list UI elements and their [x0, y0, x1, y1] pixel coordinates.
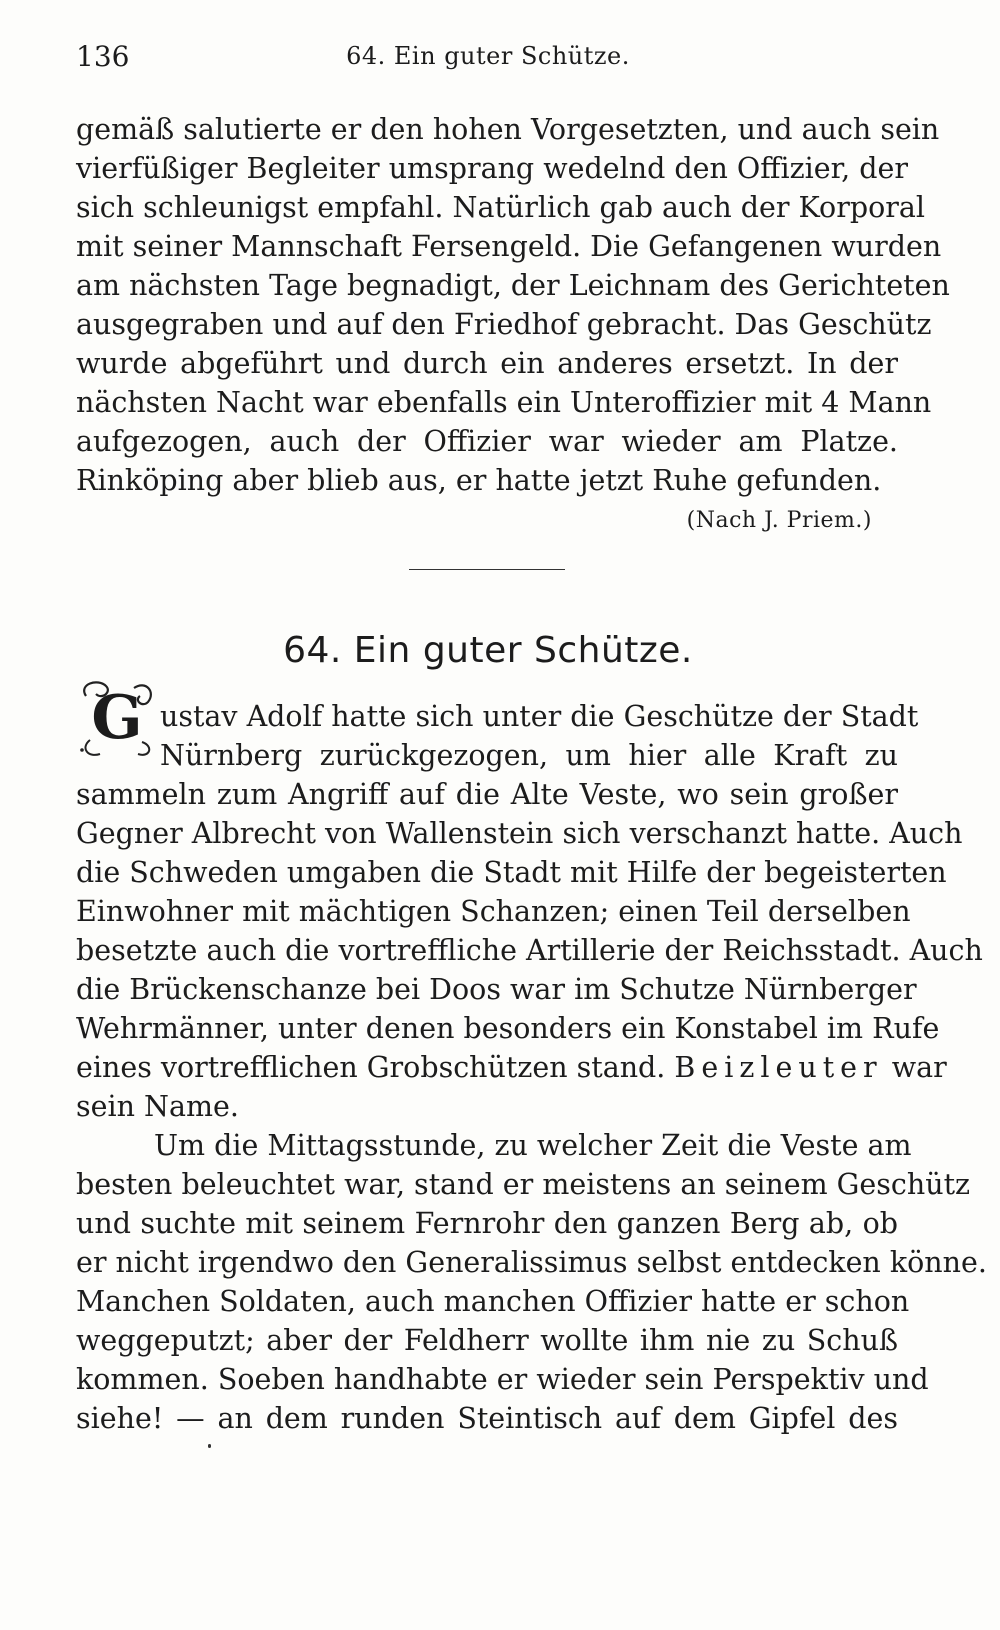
story-text: [76, 697, 987, 1438]
text-line: Wehrmänner, unter denen besonders ein Konstabel im Rufe: [76, 1012, 940, 1045]
text-line: ustav Adolf hatte sich unter die Geschütze der Stadt: [160, 700, 919, 733]
running-head: [76, 40, 900, 80]
text-run: eines vortrefflichen Grobschützen stand.: [76, 1051, 666, 1084]
ink-speck: [208, 1444, 211, 1448]
section-separator: [409, 569, 565, 570]
page-number: 136: [76, 40, 130, 73]
text-line: siehe! — an dem runden Steintisch auf dem Gipfel des: [76, 1402, 898, 1435]
text-line: besten beleuchtet war, stand er meistens an seinem Geschütz: [76, 1168, 971, 1201]
text-run: war: [891, 1051, 947, 1084]
story-continuation: [76, 110, 950, 500]
text-line: kommen. Soeben handhabte er wieder sein Perspektiv und: [76, 1363, 929, 1396]
text-line: vierfüßiger Begleiter umsprang wedelnd den Offizier, der: [76, 152, 908, 185]
attribution: (Nach J. Priem.): [686, 508, 872, 533]
text-line: mit seiner Mannschaft Fersengeld. Die Gefangenen wurden: [76, 230, 942, 263]
text-line: sein Name.: [76, 1090, 239, 1123]
text-line: Nürnberg zurückgezogen, um hier alle Kraft zu: [160, 739, 898, 772]
text-line: am nächsten Tage begnadigt, der Leichnam des Gerichteten: [76, 269, 950, 302]
text-line: Manchen Soldaten, auch manchen Offizier hatte er schon: [76, 1285, 910, 1318]
spaced-name: Beizleuter: [674, 1051, 883, 1084]
text-line: ausgegraben und auf den Friedhof gebracht. Das Geschütz: [76, 308, 932, 341]
text-line: nächsten Nacht war ebenfalls ein Unteroffizier mit 4 Mann: [76, 386, 932, 419]
text-line: sich schleunigst empfahl. Natürlich gab auch der Korporal: [76, 191, 925, 224]
text-line: Um die Mittagsstunde, zu welcher Zeit die Veste am: [154, 1129, 912, 1162]
text-line: Rinköping aber blieb aus, er hatte jetzt Ruhe gefunden.: [76, 464, 882, 497]
drop-cap-letter: G: [91, 683, 143, 753]
text-line: gemäß salutierte er den hohen Vorgesetzten, und auch sein: [76, 113, 940, 146]
text-line: die Schweden umgaben die Stadt mit Hilfe der begeisterten: [76, 856, 947, 889]
text-line: er nicht irgendwo den Generalissimus selbst entdecken könne.: [76, 1246, 987, 1279]
text-line: und suchte mit seinem Fernrohr den ganzen Berg ab, ob: [76, 1207, 898, 1240]
text-line: aufgezogen, auch der Offizier war wieder am Platze.: [76, 425, 898, 458]
text-line: [76, 1048, 947, 1087]
chapter-heading: 64. Ein guter Schütze.: [283, 630, 693, 671]
text-line: sammeln zum Angriff auf die Alte Veste, wo sein großer: [76, 778, 898, 811]
text-line: Gegner Albrecht von Wallenstein sich verschanzt hatte. Auch: [76, 817, 963, 850]
text-line: wurde abgeführt und durch ein anderes ersetzt. In der: [76, 347, 898, 380]
text-line: Einwohner mit mächtigen Schanzen; einen Teil derselben: [76, 895, 911, 928]
running-title: 64. Ein guter Schütze.: [346, 42, 630, 70]
text-line: die Brückenschanze bei Doos war im Schutze Nürnberger: [76, 973, 917, 1006]
text-line: besetzte auch die vortreffliche Artillerie der Reichsstadt. Auch: [76, 934, 983, 967]
text-line: weggeputzt; aber der Feldherr wollte ihm nie zu Schuß: [76, 1324, 898, 1357]
